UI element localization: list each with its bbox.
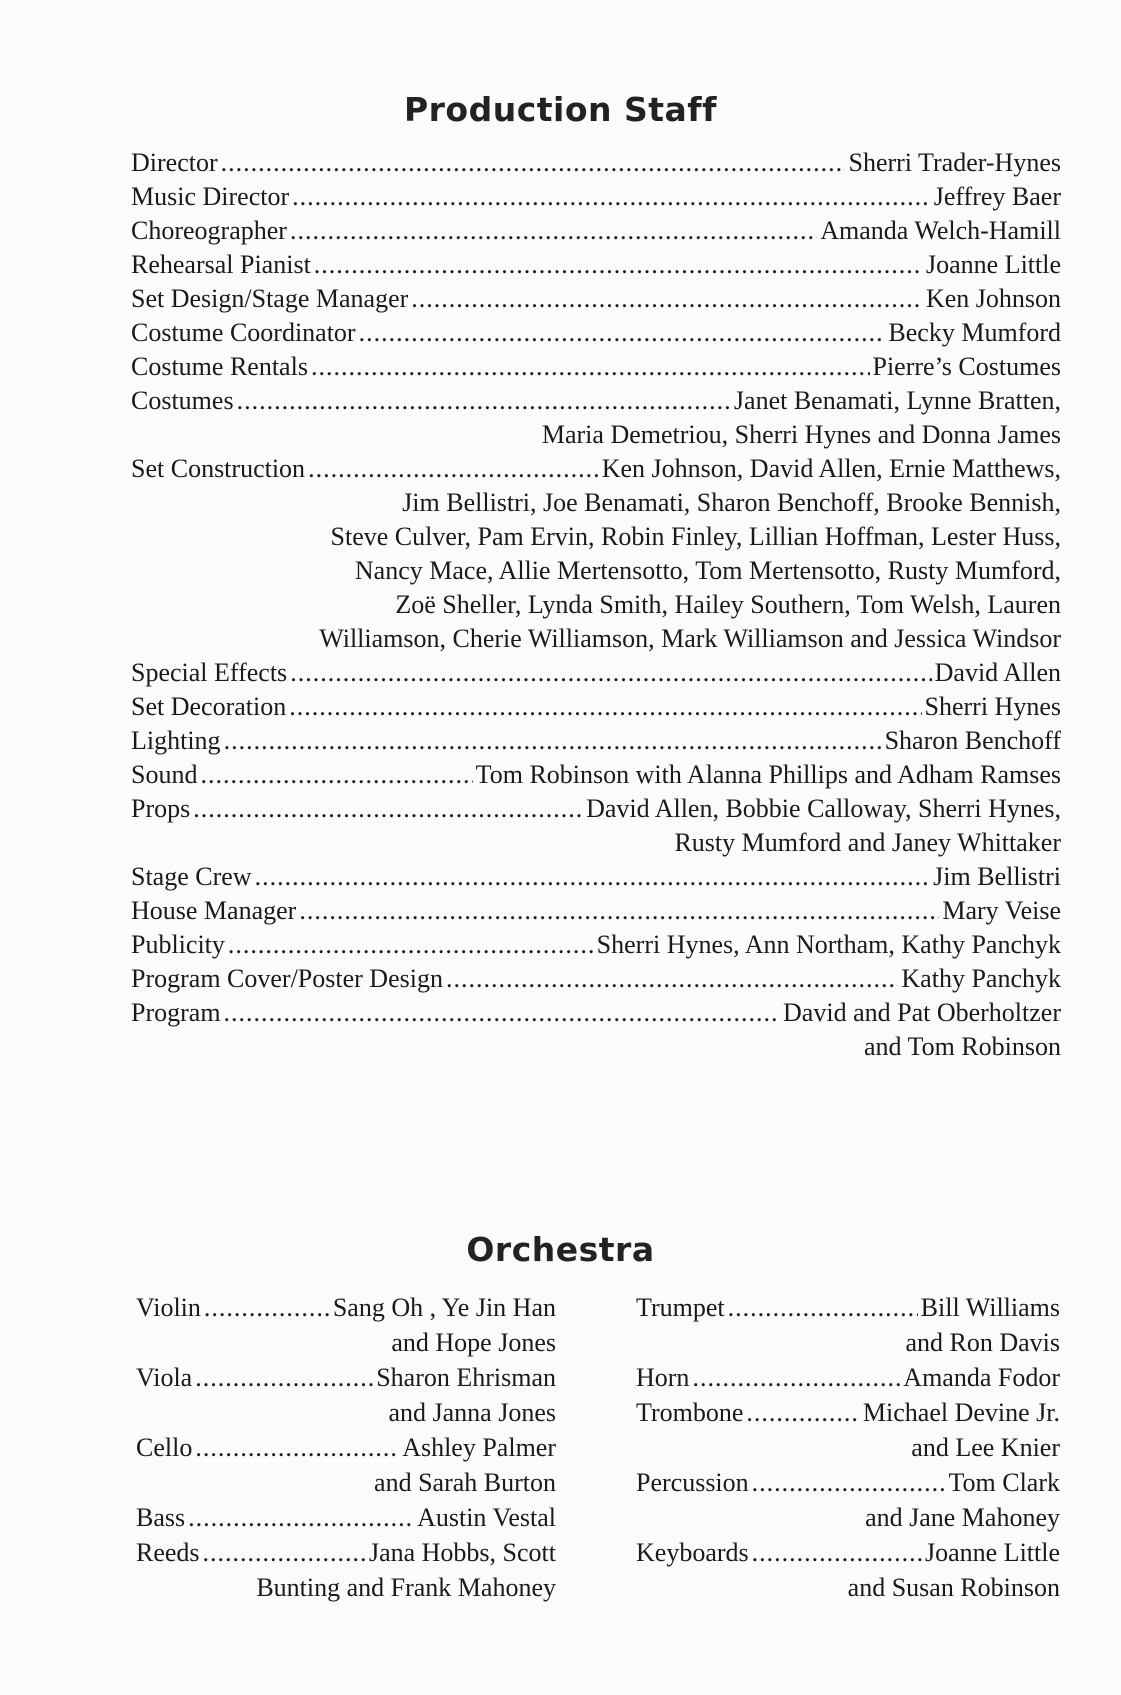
credit-entry xyxy=(636,1395,1060,1465)
dot-leader xyxy=(237,384,731,418)
dot-leader xyxy=(752,1535,922,1570)
credit-continuation: Williamson, Cherie Williamson, Mark Williamson and Jessica Windsor xyxy=(319,624,1061,653)
credit-name: Janet Benamati, Lynne Bratten, xyxy=(733,386,1061,415)
credit-name: Bill Williams xyxy=(920,1293,1060,1322)
credit-name: Jana Hobbs, Scott xyxy=(368,1538,556,1567)
dot-leader xyxy=(728,1290,918,1325)
credit-line xyxy=(131,316,1061,350)
credit-name: Sherri Trader-Hynes xyxy=(848,148,1061,177)
credit-line xyxy=(131,894,1061,928)
credit-name: David Allen, Bobbie Calloway, Sherri Hynes, xyxy=(586,794,1061,823)
credit-role: Trombone xyxy=(636,1398,744,1427)
credit-name: Michael Devine Jr. xyxy=(862,1398,1060,1427)
credit-line xyxy=(131,214,1061,248)
credit-continuation: and Jane Mahoney xyxy=(865,1503,1060,1532)
dot-leader xyxy=(221,146,846,180)
credit-entry xyxy=(131,248,1061,282)
credit-entry xyxy=(636,1465,1060,1535)
dot-leader xyxy=(692,1360,900,1395)
credit-role: Horn xyxy=(636,1363,690,1392)
dot-leader xyxy=(228,928,594,962)
credit-line xyxy=(131,792,1061,826)
orchestra-heading: Orchestra xyxy=(466,1230,655,1269)
credit-entry xyxy=(131,894,1061,928)
credit-name: Amanda Welch-Hamill xyxy=(820,216,1061,245)
credit-role: Set Construction xyxy=(131,454,306,483)
credit-continuation: Jim Bellistri, Joe Benamati, Sharon Benchoff, Brooke Bennish, xyxy=(402,488,1061,517)
credit-role: Percussion xyxy=(636,1468,749,1497)
credit-name: Sang Oh , Ye Jin Han xyxy=(332,1293,556,1322)
credit-role: Program Cover/Poster Design xyxy=(131,964,443,993)
credit-line xyxy=(131,724,1061,758)
credit-entry xyxy=(131,860,1061,894)
credit-entry xyxy=(636,1360,1060,1395)
orchestra-left-column xyxy=(136,1290,556,1605)
credit-line xyxy=(131,452,1061,486)
credit-name: Sherri Hynes xyxy=(924,692,1061,721)
credit-role: Choreographer xyxy=(131,216,287,245)
credit-name: Pierre’s Costumes xyxy=(872,352,1061,381)
credit-continuation: Steve Culver, Pam Ervin, Robin Finley, Lillian Hoffman, Lester Huss, xyxy=(330,522,1061,551)
credit-entry xyxy=(636,1290,1060,1360)
credit-entry xyxy=(136,1535,556,1605)
dot-leader xyxy=(224,724,882,758)
credit-name: Amanda Fodor xyxy=(903,1363,1060,1392)
credit-entry xyxy=(131,724,1061,758)
credit-line xyxy=(131,928,1061,962)
credit-entry xyxy=(131,316,1061,350)
credit-entry xyxy=(136,1430,556,1500)
credit-name: Sharon Benchoff xyxy=(884,726,1061,755)
credit-line xyxy=(636,1395,1060,1430)
dot-leader xyxy=(314,248,923,282)
credit-name: Joanne Little xyxy=(924,1538,1060,1567)
credit-role: Sound xyxy=(131,760,198,789)
credit-entry xyxy=(131,282,1061,316)
dot-leader xyxy=(195,1360,373,1395)
dot-leader xyxy=(299,894,939,928)
credit-role: Director xyxy=(131,148,218,177)
credit-line xyxy=(636,1535,1060,1570)
credit-role: Costumes xyxy=(131,386,234,415)
credit-continuation: and Sarah Burton xyxy=(374,1468,556,1497)
credit-line xyxy=(131,690,1061,724)
credit-role: Viola xyxy=(136,1363,193,1392)
credit-name: Mary Veise xyxy=(942,896,1061,925)
dot-leader xyxy=(411,282,923,316)
credit-entry xyxy=(131,928,1061,962)
dot-leader xyxy=(188,1500,414,1535)
credit-entry xyxy=(136,1500,556,1535)
credit-role: Costume Rentals xyxy=(131,352,308,381)
credit-role: House Manager xyxy=(131,896,297,925)
credit-entry xyxy=(131,996,1061,1064)
credit-line xyxy=(136,1290,556,1325)
credit-name: Sherri Hynes, Ann Northam, Kathy Panchyk xyxy=(596,930,1061,959)
dot-leader xyxy=(290,656,931,690)
credit-role: Violin xyxy=(136,1293,201,1322)
credit-line xyxy=(131,248,1061,282)
credit-line xyxy=(131,656,1061,690)
credit-role: Music Director xyxy=(131,182,290,211)
credit-name: Joanne Little xyxy=(925,250,1061,279)
credit-continuation: Maria Demetriou, Sherri Hynes and Donna James xyxy=(541,420,1061,449)
credit-entry xyxy=(136,1360,556,1430)
credit-continuation: and Ron Davis xyxy=(905,1328,1060,1357)
credit-entry xyxy=(131,452,1061,656)
credit-name: Tom Clark xyxy=(948,1468,1060,1497)
credit-continuation: Bunting and Frank Mahoney xyxy=(256,1573,556,1602)
credit-role: Special Effects xyxy=(131,658,288,687)
credit-role: Bass xyxy=(136,1503,186,1532)
dot-leader xyxy=(204,1290,330,1325)
credit-line xyxy=(131,996,1061,1030)
dot-leader xyxy=(746,1395,860,1430)
credit-name: Tom Robinson with Alanna Phillips and Adham Ramses xyxy=(475,760,1061,789)
credit-role: Rehearsal Pianist xyxy=(131,250,311,279)
credit-line xyxy=(131,758,1061,792)
credit-line xyxy=(636,1290,1060,1325)
credit-line xyxy=(636,1465,1060,1500)
credit-role: Costume Coordinator xyxy=(131,318,356,347)
dot-leader xyxy=(289,690,921,724)
credit-continuation: and Susan Robinson xyxy=(847,1573,1060,1602)
credit-entry xyxy=(131,180,1061,214)
credit-entry xyxy=(131,656,1061,690)
credit-line xyxy=(131,962,1061,996)
credit-line xyxy=(131,860,1061,894)
credit-line xyxy=(136,1430,556,1465)
credit-role: Program xyxy=(131,998,221,1027)
credit-name: Ken Johnson, David Allen, Ernie Matthews, xyxy=(601,454,1061,483)
credit-line xyxy=(131,350,1061,384)
credit-line xyxy=(136,1535,556,1570)
credit-continuation: and Lee Knier xyxy=(911,1433,1060,1462)
credit-role: Publicity xyxy=(131,930,225,959)
credit-continuation: Nancy Mace, Allie Mertensotto, Tom Mertensotto, Rusty Mumford, xyxy=(354,556,1061,585)
credit-entry xyxy=(131,214,1061,248)
orchestra-right-column xyxy=(636,1290,1060,1605)
dot-leader xyxy=(290,214,817,248)
credit-name: Kathy Panchyk xyxy=(901,964,1061,993)
credit-entry xyxy=(131,792,1061,860)
credit-role: Set Decoration xyxy=(131,692,287,721)
credit-name: Sharon Ehrisman xyxy=(376,1363,556,1392)
credit-name: Becky Mumford xyxy=(888,318,1061,347)
credit-role: Keyboards xyxy=(636,1538,749,1567)
credit-entry xyxy=(131,384,1061,452)
dot-leader xyxy=(446,962,898,996)
production-staff-heading: Production Staff xyxy=(403,90,718,129)
credit-line xyxy=(136,1360,556,1395)
dot-leader xyxy=(255,860,931,894)
credit-line xyxy=(636,1360,1060,1395)
dot-leader xyxy=(359,316,886,350)
credit-name: Ken Johnson xyxy=(925,284,1061,313)
credit-continuation: and Tom Robinson xyxy=(863,1032,1061,1061)
production-staff-list xyxy=(131,146,1061,1064)
credit-name: Ashley Palmer xyxy=(402,1433,556,1462)
credit-role: Lighting xyxy=(131,726,221,755)
credit-line xyxy=(136,1500,556,1535)
credit-role: Cello xyxy=(136,1433,193,1462)
credit-entry xyxy=(131,962,1061,996)
credit-name: Austin Vestal xyxy=(417,1503,556,1532)
credit-line xyxy=(131,384,1061,418)
credit-line xyxy=(131,180,1061,214)
credit-role: Props xyxy=(131,794,191,823)
dot-leader xyxy=(292,180,931,214)
credit-entry xyxy=(131,758,1061,792)
credit-role: Set Design/Stage Manager xyxy=(131,284,409,313)
credit-role: Trumpet xyxy=(636,1293,725,1322)
dot-leader xyxy=(195,1430,399,1465)
dot-leader xyxy=(752,1465,946,1500)
credit-entry xyxy=(131,350,1061,384)
credit-name: Jim Bellistri xyxy=(933,862,1061,891)
dot-leader xyxy=(311,350,870,384)
dot-leader xyxy=(224,996,780,1030)
dot-leader xyxy=(200,758,472,792)
credit-role: Reeds xyxy=(136,1538,200,1567)
credit-name: Jeffrey Baer xyxy=(933,182,1061,211)
credit-entry xyxy=(131,146,1061,180)
credit-continuation: Zoë Sheller, Lynda Smith, Hailey Southern, Tom Welsh, Lauren xyxy=(395,590,1061,619)
dot-leader xyxy=(193,792,583,826)
credit-role: Stage Crew xyxy=(131,862,252,891)
credit-name: David and Pat Oberholtzer xyxy=(783,998,1061,1027)
credit-line xyxy=(131,282,1061,316)
dot-leader xyxy=(308,452,599,486)
credit-line xyxy=(131,146,1061,180)
credit-entry xyxy=(136,1290,556,1360)
dot-leader xyxy=(203,1535,366,1570)
credit-name: David Allen xyxy=(934,658,1061,687)
credit-continuation: Rusty Mumford and Janey Whittaker xyxy=(674,828,1061,857)
credit-continuation: and Hope Jones xyxy=(391,1328,556,1357)
credit-entry xyxy=(131,690,1061,724)
credit-continuation: and Janna Jones xyxy=(388,1398,556,1427)
credit-entry xyxy=(636,1535,1060,1605)
